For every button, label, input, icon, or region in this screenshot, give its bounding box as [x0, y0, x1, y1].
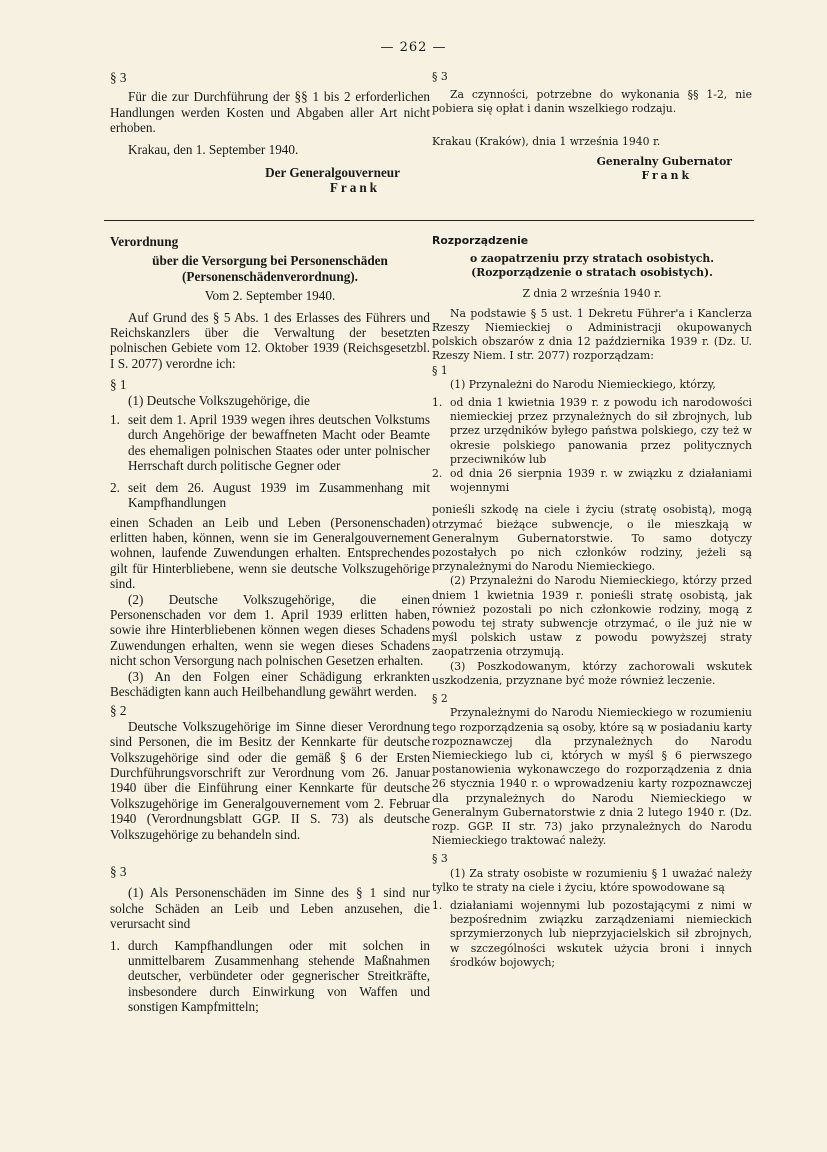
- signature-name: Frank: [641, 169, 692, 183]
- paragraph: (1) Deutsche Volkszugehörige, die: [128, 392, 310, 408]
- paragraph: Za czynności, potrzebne do wykonania §§ 1-2, nie pobiera się opłat i danin wszelkiego rodzaju.: [432, 88, 752, 116]
- paragraph: (2) Przynależni do Narodu Niemieckiego, którzy przed dniem 1 kwietnia 1939 r. ponieśli stratę osobistą, jak również pozostali po nich członkowie rodziny, mogą z powodu tej straty subwencje otrzymać, o ile już nie w myśl polskich ustaw z powodu powyższej straty zaopatrzenia otrzymują.: [432, 574, 752, 659]
- paragraph: (1) Przynależni do Narodu Niemieckiego, którzy,: [450, 377, 716, 391]
- paragraph: Przynależnymi do Narodu Niemieckiego w rozumieniu tego rozporządzenia są osoby, które są w posiadaniu karty rozpoznawczej dla przynależnych do Narodu Niemieckiego lub ci, których w myśl § 6 pierwszego postanowienia wykonawczego do rozporządzenia z dnia 26 stycznia 1940 r. o wprowadzeniu karty rozpoznawczej dla przynależnych do Narodu Niemieckiego w Generalnym Gubernatorstwie z dnia 2 lutego 1940 r. (Dz. rozp. GGP. II str. 73) jako przynależnych do Narodu Niemieckiego traktować należy.: [432, 706, 752, 848]
- preamble: Auf Grund des § 5 Abs. 1 des Erlasses des Führers und Reichskanzlers über die Verwaltung der besetzten polnischen Gebiete vom 12. Oktober 1939 (Reichsgesetzbl. I S. 2077) verordne ich:: [110, 309, 430, 371]
- regulation-subtitle: o zaopatrzeniu przy stratach osobistych. (Rozporządzenie o stratach osobistych).: [469, 252, 715, 280]
- paragraph: (1) Za straty osobiste w rozumieniu § 1 uważać należy tylko te straty na ciele i życiu, które spowodowane są: [432, 866, 752, 894]
- regulation-title: Verordnung: [110, 234, 179, 249]
- paragraph: ponieśli szkodę na ciele i życiu (stratę osobistą), mogą otrzymać bieżące subwencje, o ile mieszkają w Generalnym Gubernatorstwie. To samo dotyczy pozostałych po nich członków rodziny, jeżeli są przynależnymi do Narodu Niemieckiego.: [432, 503, 752, 574]
- list-text: działaniami wojennymi lub pozostającymi z nimi w bezpośrednim związku zarządzeniami niemieckich sprzymierzonych lub nieprzyjacielskich sił zbrojnych, w szczególności wskutek użycia broni i innych środków bojowych;: [450, 898, 752, 969]
- section-heading: § 3: [432, 852, 448, 866]
- regulation-date: Vom 2. September 1940.: [204, 288, 336, 304]
- list-item: [110, 412, 430, 474]
- list-number: 1.: [432, 396, 443, 410]
- preamble: Na podstawie § 5 ust. 1 Dekretu Führer'a i Kanclerza Rzeszy Niemieckiej o Administracji okupowanych polskich obszarów z dnia 12 października 1939 r. (Dz. U. Rzeszy Niem. I str. 2077) rozporządzam:: [432, 306, 752, 363]
- list-number: 2.: [432, 467, 443, 481]
- list-number: 2.: [110, 479, 120, 495]
- signature-name: Frank: [329, 180, 380, 196]
- list-item: [110, 480, 430, 511]
- paragraph: (2) Deutsche Volkszugehörige, die einen Personenschaden vor dem 1. April 1939 erlitten haben, sowie ihre Hinterbliebenen können wegen dieses Schadens Zuwendungen erhalten, wenn sie wegen dieses Schadens nicht schon Versorgung nach polnischen Gesetzen erhalten.: [110, 591, 430, 669]
- place-date: Krakau, den 1. September 1940.: [128, 141, 299, 157]
- page-number: — 262 —: [380, 40, 447, 55]
- section-heading: § 3: [432, 70, 448, 83]
- paragraph: Deutsche Volkszugehörige im Sinne dieser Verordnung sind Personen, die im Besitz der Kennkarte für deutsche Volkszugehörige sind oder die gemäß § 6 der Ersten Durchführungsvorschrift zur Verordnung vom 26. Januar 1940 über die Einführung einer Kennkarte für deutsche Volkszugehörige im Generalgouvernement vom 2. Februar 1940 (Verordnungsblatt GGP. II S. 73) als deutsche Volkszugehörige zu behandeln sind.: [110, 718, 430, 842]
- list-text: durch Kampfhandlungen oder mit solchen in unmittelbarem Zusammenhang stehende Maßnahmen deutscher, verbündeter oder gegnerischer Streitkräfte, insbesondere durch Einwirkung von Waffen und sonstigen Kampfmitteln;: [128, 937, 430, 1015]
- top-polish-column: [432, 70, 752, 183]
- signature-title: Der Generalgouverneur: [265, 165, 400, 181]
- list-number: 1.: [432, 898, 443, 912]
- list-item: [432, 396, 752, 467]
- signature-title: Generalny Gubernator: [596, 154, 732, 168]
- section-heading: § 3: [110, 864, 127, 880]
- list-text: od dnia 1 kwietnia 1939 r. z powodu ich narodowości niemieckiej przez przynależnych do sił zbrojnych, lub przez urzędników byłego państwa polskiego, czy też w okresie polskiego panowania przez politycznych przeciwników lub: [450, 396, 752, 466]
- section-heading: § 1: [432, 363, 448, 377]
- paragraph: (1) Als Personenschäden im Sinne des § 1 sind nur solche Schäden an Leib und Leben anzusehen, die verursacht sind: [110, 885, 430, 932]
- horizontal-divider: [104, 220, 754, 221]
- section-heading: § 2: [432, 692, 448, 706]
- section-heading: § 1: [110, 377, 127, 393]
- list-number: 1.: [110, 937, 120, 953]
- paragraph: (3) Poszkodowanym, którzy zachorowali wskutek uszkodzenia, przyznane być może również leczenie.: [432, 659, 752, 687]
- list-item: [432, 467, 752, 495]
- top-german-column: [110, 70, 430, 196]
- paragraph: einen Schaden an Leib und Leben (Personenschaden) erlitten haben, können, wenn sie im Generalgouvernement wohnen, laufende Zuwendungen erhalten. Entsprechendes gilt für Hinterbliebene, wenn sie deutsche Volkszugehörige sind.: [110, 514, 430, 592]
- paragraph: Für die zur Durchführung der §§ 1 bis 2 erforderlichen Handlungen werden Kosten und Abgaben aller Art nicht erhoben.: [110, 89, 430, 136]
- list-number: 1.: [110, 412, 120, 428]
- regulation-subtitle: über die Versorgung bei Personenschäden (Personenschädenverordnung).: [152, 253, 388, 284]
- paragraph: (3) An den Folgen einer Schädigung erkrankten Beschädigten kann auch Heilbehandlung gewährt werden.: [110, 668, 430, 699]
- list-text: od dnia 26 sierpnia 1939 r. w związku z działaniami wojennymi: [450, 467, 752, 495]
- regulation-title: Rozporządzenie: [432, 234, 529, 247]
- polish-column: [432, 234, 752, 970]
- list-item: [432, 899, 752, 970]
- section-heading: § 2: [110, 703, 127, 719]
- list-item: [110, 938, 430, 1015]
- place-date: Krakau (Kraków), dnia 1 września 1940 r.: [432, 134, 661, 148]
- list-text: seit dem 26. August 1939 im Zusammenhang mit Kampfhandlungen: [128, 479, 430, 511]
- section-heading: § 3: [110, 70, 127, 85]
- regulation-date: Z dnia 2 września 1940 r.: [522, 286, 662, 300]
- list-text: seit dem 1. April 1939 wegen ihres deutschen Volkstums durch Angehörige der bewaffneten Macht oder Beamte des ehemaligen polnischen Staates oder unter polnischer Herrschaft durch politische Gegner oder: [128, 412, 430, 474]
- german-column: [110, 234, 430, 1015]
